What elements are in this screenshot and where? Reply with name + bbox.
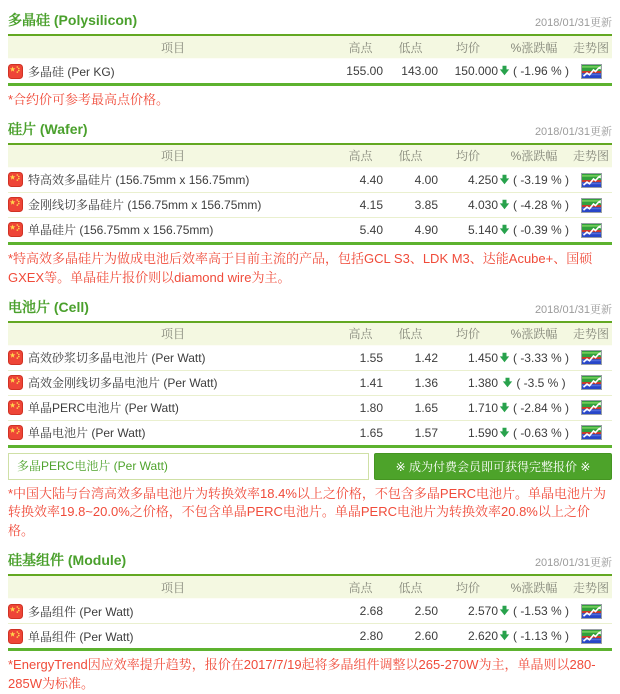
table-row (8, 192, 612, 217)
section-module (8, 543, 612, 694)
table-row (8, 59, 612, 85)
col-header-avg: 均价 (438, 144, 498, 168)
col-header-high: 高点 (338, 322, 383, 346)
trend-chart-icon[interactable] (581, 350, 602, 365)
col-header-change: %涨跌幅 (498, 35, 570, 59)
china-flag-icon (8, 172, 23, 187)
avg-value: 1.380 (438, 370, 498, 395)
col-header-avg: 均价 (438, 575, 498, 599)
low-value: 4.00 (414, 172, 438, 187)
low-value: 143.00 (401, 64, 438, 78)
section-title: 硅片 (Wafer) (8, 120, 88, 137)
down-arrow-icon (499, 199, 510, 210)
col-header-avg: 均价 (438, 322, 498, 346)
table-row (8, 395, 612, 420)
table-row (8, 167, 612, 192)
price-table (8, 574, 612, 651)
trend-chart-icon[interactable] (581, 198, 602, 213)
item-label: 单晶PERC电池片 (Per Watt) (28, 401, 179, 416)
footnote: *合约价可参考最高点价格。 (8, 92, 170, 107)
china-flag-icon (8, 425, 23, 440)
col-header-low: 低点 (383, 322, 438, 346)
item-label: 金刚线切多晶硅片 (156.75mm x 156.75mm) (28, 198, 262, 213)
table-row (8, 345, 612, 370)
change-value: ( -2.84 % ) (512, 400, 569, 415)
avg-value: 150.000 (454, 64, 498, 78)
table-row (8, 217, 612, 243)
down-arrow-icon (499, 224, 510, 235)
price-table (8, 34, 612, 86)
china-flag-icon (8, 350, 23, 365)
section-title: 多晶硅 (Polysilicon) (8, 12, 138, 28)
avg-value: 5.140 (438, 217, 498, 243)
low-value: 2.60 (383, 624, 438, 650)
col-header-item: 项目 (8, 322, 338, 346)
col-header-item: 项目 (8, 575, 338, 599)
trend-chart-icon[interactable] (581, 375, 602, 390)
col-header-chart: 走势图 (570, 35, 612, 59)
avg-value: 1.590 (438, 420, 498, 446)
china-flag-icon (8, 222, 23, 237)
change-value: ( -0.63 % ) (512, 425, 569, 440)
update-date: 2018/01/31更新 (534, 17, 612, 29)
low-value: 2.50 (414, 604, 438, 619)
table-header-row (8, 35, 612, 59)
change-value: ( -3.5 % ) (516, 375, 566, 390)
high-value: 2.80 (338, 624, 383, 650)
down-arrow-icon (499, 352, 510, 363)
change-value: ( -1.96 % ) (512, 64, 569, 78)
high-value: 155.00 (346, 64, 383, 78)
change-value: ( -3.19 % ) (512, 172, 569, 187)
item-label: 单晶硅片 (156.75mm x 156.75mm) (28, 223, 214, 238)
low-value: 1.65 (383, 395, 438, 420)
down-arrow-icon (499, 427, 510, 438)
china-flag-icon (8, 375, 23, 390)
table-row (8, 624, 612, 650)
membership-button[interactable]: ※ 成为付费会员即可获得完整报价 ※ (374, 453, 612, 480)
col-header-high: 高点 (338, 144, 383, 168)
china-flag-icon (8, 64, 23, 79)
price-table (8, 321, 612, 448)
item-label: 单晶电池片 (Per Watt) (28, 426, 146, 441)
table-row (8, 420, 612, 446)
item-label: 多晶组件 (Per Watt) (28, 604, 134, 619)
low-value: 1.57 (383, 420, 438, 446)
trend-chart-icon[interactable] (581, 629, 602, 644)
change-value: ( -1.53 % ) (512, 604, 569, 619)
table-row (8, 599, 612, 624)
item-label: 特高效多晶硅片 (156.75mm x 156.75mm) (28, 173, 250, 188)
price-table (8, 143, 612, 245)
down-arrow-icon (499, 174, 510, 185)
high-value: 4.40 (359, 172, 383, 187)
section-header (8, 543, 612, 574)
china-flag-icon (8, 197, 23, 212)
high-value: 5.40 (338, 217, 383, 243)
change-value: ( -0.39 % ) (512, 222, 569, 237)
avg-value: 1.450 (467, 350, 498, 365)
low-value: 1.42 (414, 350, 438, 365)
down-arrow-icon (499, 630, 510, 641)
table-header-row (8, 144, 612, 168)
avg-value: 4.250 (467, 172, 498, 187)
avg-value: 4.030 (438, 192, 498, 217)
change-value: ( -3.33 % ) (512, 350, 569, 365)
trend-chart-icon[interactable] (581, 223, 602, 238)
down-arrow-icon (502, 377, 513, 388)
high-value: 4.15 (338, 192, 383, 217)
col-header-low: 低点 (383, 575, 438, 599)
trend-chart-icon[interactable] (581, 173, 602, 188)
col-header-change: %涨跌幅 (498, 575, 570, 599)
china-flag-icon (8, 400, 23, 415)
item-label: 单晶组件 (Per Watt) (28, 629, 134, 644)
trend-chart-icon[interactable] (581, 400, 602, 415)
update-date: 2018/01/31更新 (534, 557, 612, 570)
member-locked-row (8, 453, 612, 480)
col-header-avg: 均价 (438, 35, 498, 59)
locked-item-label: 多晶PERC电池片 (Per Watt) (8, 453, 369, 480)
col-header-change: %涨跌幅 (498, 144, 570, 168)
trend-chart-icon[interactable] (581, 604, 602, 619)
col-header-low: 低点 (383, 144, 438, 168)
col-header-item: 项目 (8, 35, 338, 59)
section-title: 电池片 (Cell) (8, 298, 89, 315)
low-value: 3.85 (383, 192, 438, 217)
section-title: 硅基组件 (Module) (8, 552, 127, 569)
avg-value: 2.620 (438, 624, 498, 650)
high-value: 1.41 (338, 370, 383, 395)
section-cell (8, 290, 612, 542)
china-flag-icon (8, 629, 23, 644)
down-arrow-icon (499, 65, 510, 76)
item-label: 多晶硅 (Per KG) (28, 64, 115, 79)
section-header (8, 3, 612, 34)
high-value: 1.65 (338, 420, 383, 446)
high-value: 2.68 (359, 604, 383, 619)
section-wafer (8, 112, 612, 288)
change-value: ( -4.28 % ) (512, 197, 569, 212)
col-header-change: %涨跌幅 (498, 322, 570, 346)
trend-chart-icon[interactable] (581, 425, 602, 440)
trend-chart-icon[interactable] (581, 64, 602, 79)
change-value: ( -1.13 % ) (512, 629, 569, 644)
table-row (8, 370, 612, 395)
avg-value: 2.570 (467, 604, 498, 619)
high-value: 1.55 (359, 350, 383, 365)
update-date: 2018/01/31更新 (534, 125, 612, 138)
update-date: 2018/01/31更新 (534, 303, 612, 316)
footnote: *EnergyTrend因应效率提升趋势，报价在2017/7/19起将多晶组件调整以265-270W为主，单晶则以280-285W为标准。 (8, 657, 596, 691)
low-value: 1.36 (383, 370, 438, 395)
col-header-high: 高点 (338, 575, 383, 599)
section-header (8, 112, 612, 143)
high-value: 1.80 (338, 395, 383, 420)
footnote: *中国大陆与台湾高效多晶电池片为转换效率18.4%以上之价格，不包含多晶PERC电池片。单晶电池片为转换效率19.8~20.0%之价格，不包含单晶PERC电池片。单晶PERC电池片为转换效率20.8%以上之价格。 (8, 485, 607, 539)
col-header-high: 高点 (338, 35, 383, 59)
col-header-chart: 走势图 (570, 144, 612, 168)
footnote: *特高效多晶硅片为做成电池后效率高于目前主流的产品，包括GCL S3、LDK M3、达能Acube+、国硕GXEX等。单晶硅片报价则以diamond wire为主。 (8, 250, 593, 285)
col-header-chart: 走势图 (570, 322, 612, 346)
down-arrow-icon (499, 605, 510, 616)
table-header-row (8, 575, 612, 599)
avg-value: 1.710 (438, 395, 498, 420)
col-header-chart: 走势图 (570, 575, 612, 599)
section-header (8, 290, 612, 321)
low-value: 4.90 (383, 217, 438, 243)
col-header-low: 低点 (383, 35, 438, 59)
item-label: 高效金刚线切多晶电池片 (Per Watt) (28, 376, 218, 391)
col-header-item: 项目 (8, 144, 338, 168)
china-flag-icon (8, 604, 23, 619)
section-polysilicon (8, 3, 612, 110)
table-header-row (8, 322, 612, 346)
down-arrow-icon (499, 402, 510, 413)
item-label: 高效砂浆切多晶电池片 (Per Watt) (28, 351, 206, 366)
